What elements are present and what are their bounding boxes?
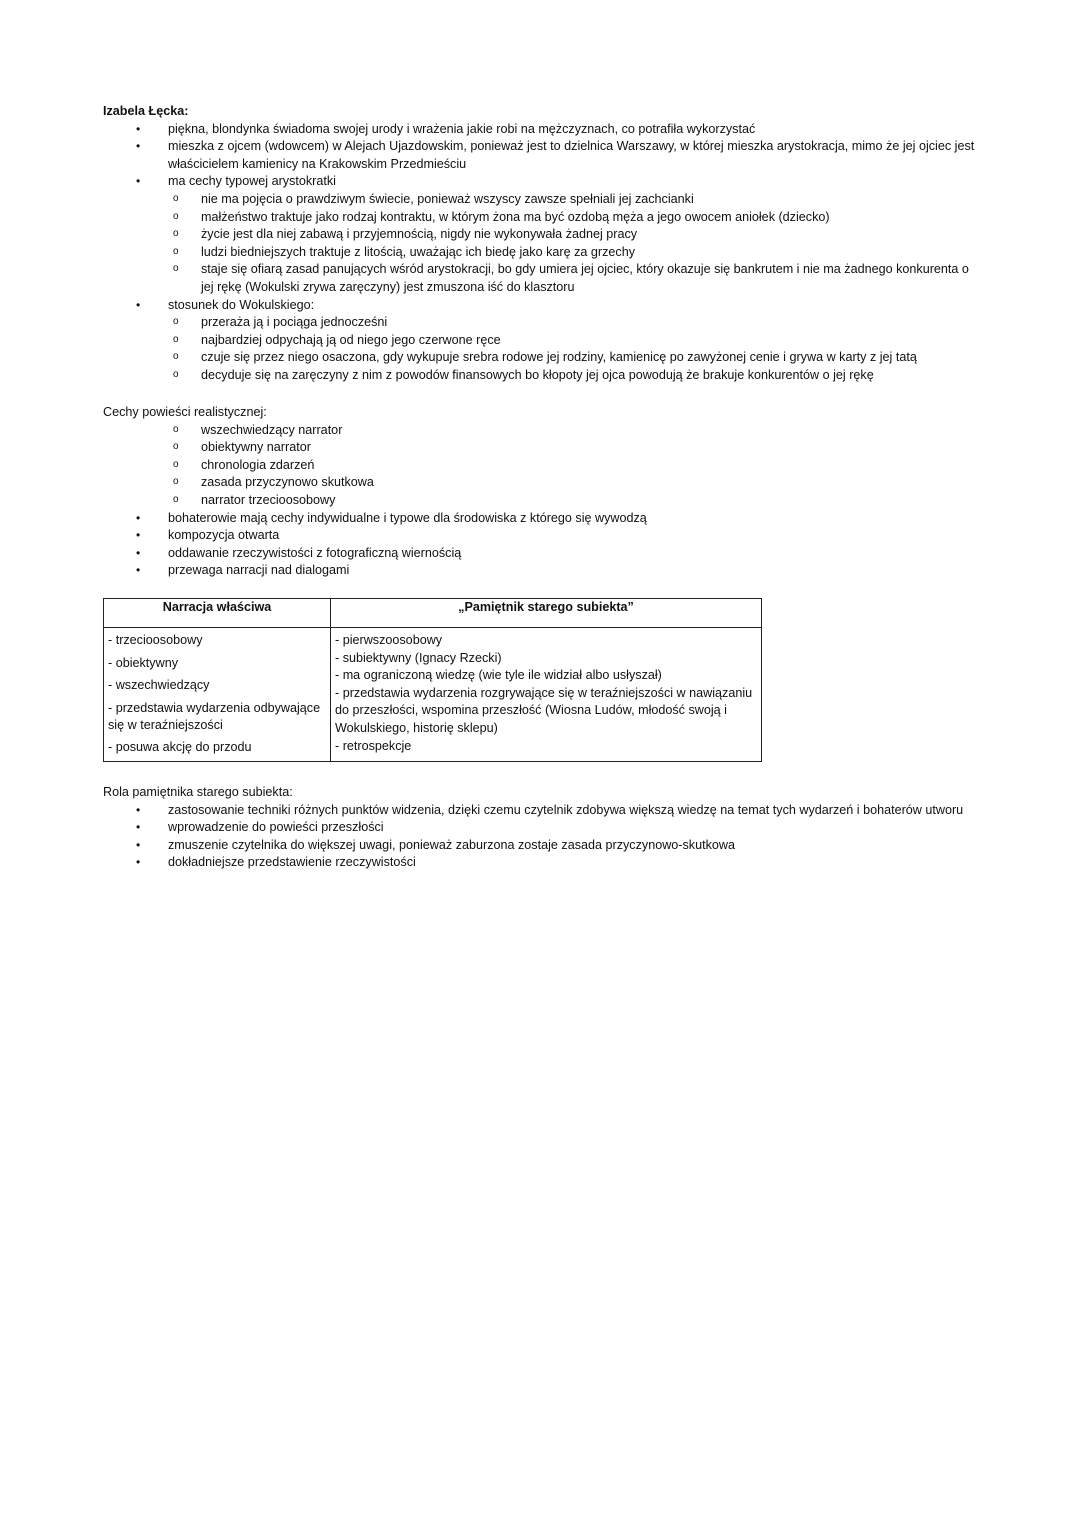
aristocrat-trait: o staje się ofiarą zasad panujących wśród arystokracji, bo gdy umiera jej ojciec, który okazuje się bankrutem i nie ma żadnego konkurenta o jej rękę (Wokulski zrywa zaręczyny) jest zmuszona iść do klasztoru bbox=[168, 261, 983, 296]
diary-role-item: • zmuszenie czytelnika do większej uwagi, ponieważ zaburzona zostaje zasada przyczynowo-skutkowa bbox=[103, 837, 983, 855]
table-header-diary: „Pamiętnik starego subiekta” bbox=[331, 599, 762, 628]
narration-trait: - przedstawia wydarzenia odbywające się w teraźniejszości bbox=[108, 700, 321, 732]
izabela-item-beauty: • piękna, blondynka świadoma swojej urody i wrażenia jakie robi na mężczyznach, co potrafiła wykorzystać bbox=[103, 121, 983, 139]
izabela-item-aristocrat: • ma cechy typowej arystokratki o nie ma pojęcia o prawdziwym świecie, ponieważ wszyscy zawsze spełniali jej zachcianki o małżeństwo traktuje jako rodzaj kontraktu, w którym żona ma być ozdobą męża a jego owocem aniołek (dziecko) o życie jest dla niej zabawą i przyjemnością, nigdy nie wykonywała żadnej pracy o ludzi biedniejszych traktuje z litością, uważając ich biedę jako karę za grzechy o staje się ofiarą zasad panujących wśród arystokracji, bo gdy umiera jej ojciec, który okazuje się bankrutem i nie ma żadnego konkurenta o jej rękę (Wokulski zrywa zaręczyny) jest zmuszona iść do klasztoru bbox=[103, 173, 983, 296]
narration-trait: - trzecioosobowy bbox=[108, 633, 203, 647]
aristocrat-traits-list bbox=[168, 191, 983, 297]
narration-trait: - wszechwiedzący bbox=[108, 678, 210, 692]
narration-trait: - obiektywny bbox=[108, 655, 178, 670]
izabela-list bbox=[103, 121, 983, 385]
aristocrat-trait: o nie ma pojęcia o prawdziwym świecie, ponieważ wszyscy zawsze spełniali jej zachcianki bbox=[168, 191, 983, 209]
table-header-narration: Narracja właściwa bbox=[104, 599, 331, 628]
diary-role-item: • wprowadzenie do powieści przeszłości bbox=[103, 819, 983, 837]
realism-heading: Cechy powieści realistycznej: bbox=[103, 405, 267, 419]
realism-general-list bbox=[103, 510, 983, 580]
narration-trait: - posuwa akcję do przodu bbox=[108, 740, 252, 754]
diary-role-heading: Rola pamiętnika starego subiekta: bbox=[103, 785, 293, 799]
wokulski-relation-item: o najbardziej odpychają ją od niego jego czerwone ręce bbox=[168, 332, 983, 350]
narration-cell bbox=[104, 628, 331, 762]
realism-feature: o wszechwiedzący narrator bbox=[103, 422, 983, 440]
realism-feature: • bohaterowie mają cechy indywidualne i typowe dla środowiska z którego się wywodzą bbox=[103, 510, 983, 528]
diary-trait: - przedstawia wydarzenia rozgrywające się w teraźniejszości w nawiązaniu do przeszłości, wspomina przeszłość (Wiosna Ludów, młodość swoją i Wokulskiego, historię sklepu) bbox=[335, 685, 753, 735]
realism-section bbox=[103, 404, 983, 580]
diary-trait: - pierwszoosobowy bbox=[335, 633, 443, 647]
wokulski-relation-list bbox=[168, 314, 983, 384]
diary-trait: - retrospekcje bbox=[335, 738, 412, 753]
diary-trait: - ma ograniczoną wiedzę (wie tyle ile widział albo usłyszał) bbox=[335, 668, 662, 683]
realism-feature: o obiektywny narrator bbox=[103, 439, 983, 457]
realism-feature: o zasada przyczynowo skutkowa bbox=[103, 474, 983, 492]
realism-feature: • kompozycja otwarta bbox=[103, 527, 983, 545]
aristocrat-trait: o ludzi biedniejszych traktuje z litością, uważając ich biedę jako karę za grzechy bbox=[168, 244, 983, 262]
wokulski-relation-item: o czuje się przez niego osaczona, gdy wykupuje srebra rodowe jej rodziny, kamienicę po zawyżonej cenie i grywa w karty z jej tatą bbox=[168, 349, 983, 367]
narration-comparison-table bbox=[103, 598, 762, 762]
realism-feature: • przewaga narracji nad dialogami bbox=[103, 562, 983, 580]
table-row bbox=[104, 628, 762, 762]
diary-role-list bbox=[103, 802, 983, 872]
diary-role-item: • dokładniejsze przedstawienie rzeczywistości bbox=[103, 854, 983, 872]
realism-feature: • oddawanie rzeczywistości z fotograficzną wiernością bbox=[103, 545, 983, 563]
izabela-item-residence: • mieszka z ojcem (wdowcem) w Alejach Ujazdowskim, ponieważ jest to dzielnica Warszawy, w której mieszka arystokracja, mimo że jej ojciec jest właścicielem kamienicy na Krakowskim Przedmieściu bbox=[103, 138, 983, 173]
diary-role-item: • zastosowanie techniki różnych punktów widzenia, dzięki czemu czytelnik zdobywa większą wiedzę na temat tych wydarzeń i bohaterów utworu bbox=[103, 802, 983, 820]
izabela-section bbox=[103, 103, 983, 385]
izabela-item-wokulski: • stosunek do Wokulskiego: o przeraża ją i pociąga jednocześni o najbardziej odpychają ją od niego jego czerwone ręce o czuje się przez niego osaczona, gdy wykupuje srebra rodowe jej rodziny, kamienicę po zawyżonej cenie i grywa w karty z jej tatą o decyduje się na zaręczyny z nim z powodów finansowych bo kłopoty jej ojca powodują że brakuje konkurentów o jej rękę bbox=[103, 297, 983, 385]
aristocrat-trait: o małżeństwo traktuje jako rodzaj kontraktu, w którym żona ma być ozdobą męża a jego owocem aniołek (dziecko) bbox=[168, 209, 983, 227]
aristocrat-trait: o życie jest dla niej zabawą i przyjemnością, nigdy nie wykonywała żadnej pracy bbox=[168, 226, 983, 244]
diary-role-section bbox=[103, 784, 983, 872]
izabela-heading: Izabela Łęcka: bbox=[103, 104, 189, 118]
diary-cell bbox=[331, 628, 762, 762]
diary-trait: - subiektywny (Ignacy Rzecki) bbox=[335, 650, 502, 665]
realism-feature: o narrator trzecioosobowy bbox=[103, 492, 983, 510]
wokulski-relation-item: o decyduje się na zaręczyny z nim z powodów finansowych bo kłopoty jej ojca powodują że brakuje konkurentów o jej rękę bbox=[168, 367, 983, 385]
wokulski-relation-item: o przeraża ją i pociąga jednocześni bbox=[168, 314, 983, 332]
realism-narrator-list bbox=[103, 422, 983, 510]
realism-feature: o chronologia zdarzeń bbox=[103, 457, 983, 475]
table-header-row bbox=[104, 599, 762, 628]
